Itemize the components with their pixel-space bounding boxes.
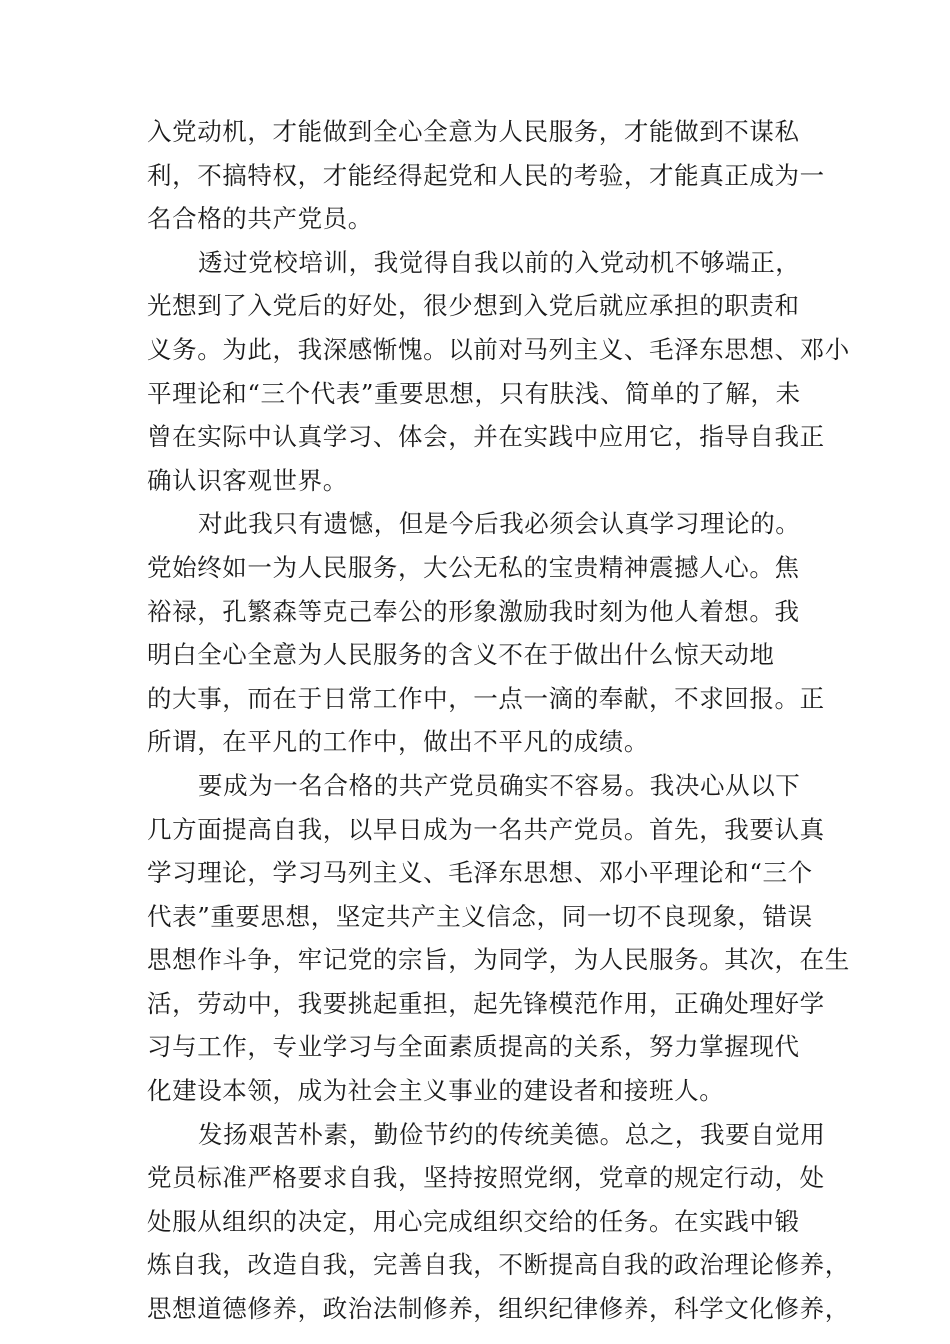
text-line: 利，不搞特权，才能经得起党和人民的考验，才能真正成为一 <box>147 160 825 190</box>
text-line: 几方面提高自我，以早日成为一名共产党员。首先，我要认真 <box>147 814 825 844</box>
paragraph-first-line: 对此我只有遗憾，但是今后我必须会认真学习理论的。 <box>198 509 801 539</box>
text-line: 光想到了入党后的好处，很少想到入党后就应承担的职责和 <box>147 291 800 321</box>
text-line: 平理论和“三个代表”重要思想，只有肤浅、简单的了解，未 <box>147 378 801 408</box>
paragraph-first-line: 透过党校培训，我觉得自我以前的入党动机不够端正， <box>198 247 801 277</box>
text-line: 确认识客观世界。 <box>147 465 348 495</box>
text-line: 所谓，在平凡的工作中，做出不平凡的成绩。 <box>147 727 649 757</box>
text-line: 入党动机，才能做到全心全意为人民服务，才能做到不谋私 <box>147 117 800 146</box>
text-line: 的大事，而在于日常工作中，一点一滴的奉献，不求回报。正 <box>147 683 825 713</box>
text-line: 明白全心全意为人民服务的含义不在于做出什么惊天动地 <box>147 640 775 670</box>
text-line: 化建设本领，成为社会主义事业的建设者和接班人。 <box>147 1076 725 1106</box>
paragraph-first-line: 要成为一名合格的共产党员确实不容易。我决心从以下 <box>198 770 801 800</box>
text-line: 习与工作，专业学习与全面素质提高的关系，努力掌握现代 <box>147 1032 800 1062</box>
text-line: 曾在实际中认真学习、体会，并在实践中应用它，指导自我正 <box>147 422 825 452</box>
text-line: 处服从组织的决定，用心完成组织交给的任务。在实践中锻 <box>147 1206 800 1236</box>
text-line: 活，劳动中，我要挑起重担，起先锋模范作用，正确处理好学 <box>147 988 825 1018</box>
text-line: 代表”重要思想，坚定共产主义信念，同一切不良现象，错误 <box>147 901 813 931</box>
text-line: 思想道德修养，政治法制修养，组织纪律修养，科学文化修养， <box>147 1294 850 1324</box>
text-line: 裕禄，孔繁森等克己奉公的形象激励我时刻为他人着想。我 <box>147 596 800 626</box>
body-text <box>147 110 850 1331</box>
text-line: 炼自我，改造自我，完善自我，不断提高自我的政治理论修养， <box>147 1250 850 1280</box>
text-line: 思想作斗争，牢记党的宗旨，为同学，为人民服务。其次，在生 <box>147 945 850 975</box>
text-line: 名合格的共产党员。 <box>147 204 373 234</box>
text-line: 党员标准严格要求自我，坚持按照党纲，党章的规定行动，处 <box>147 1163 825 1193</box>
text-line: 学习理论，学习马列主义、毛泽东思想、邓小平理论和“三个 <box>147 858 813 888</box>
text-line: 义务。为此，我深感惭愧。以前对马列主义、毛泽东思想、邓小 <box>147 334 850 364</box>
paragraph-first-line: 发扬艰苦朴素，勤俭节约的传统美德。总之，我要自觉用 <box>198 1119 826 1149</box>
text-line: 党始终如一为人民服务，大公无私的宝贵精神震撼人心。焦 <box>147 552 800 582</box>
